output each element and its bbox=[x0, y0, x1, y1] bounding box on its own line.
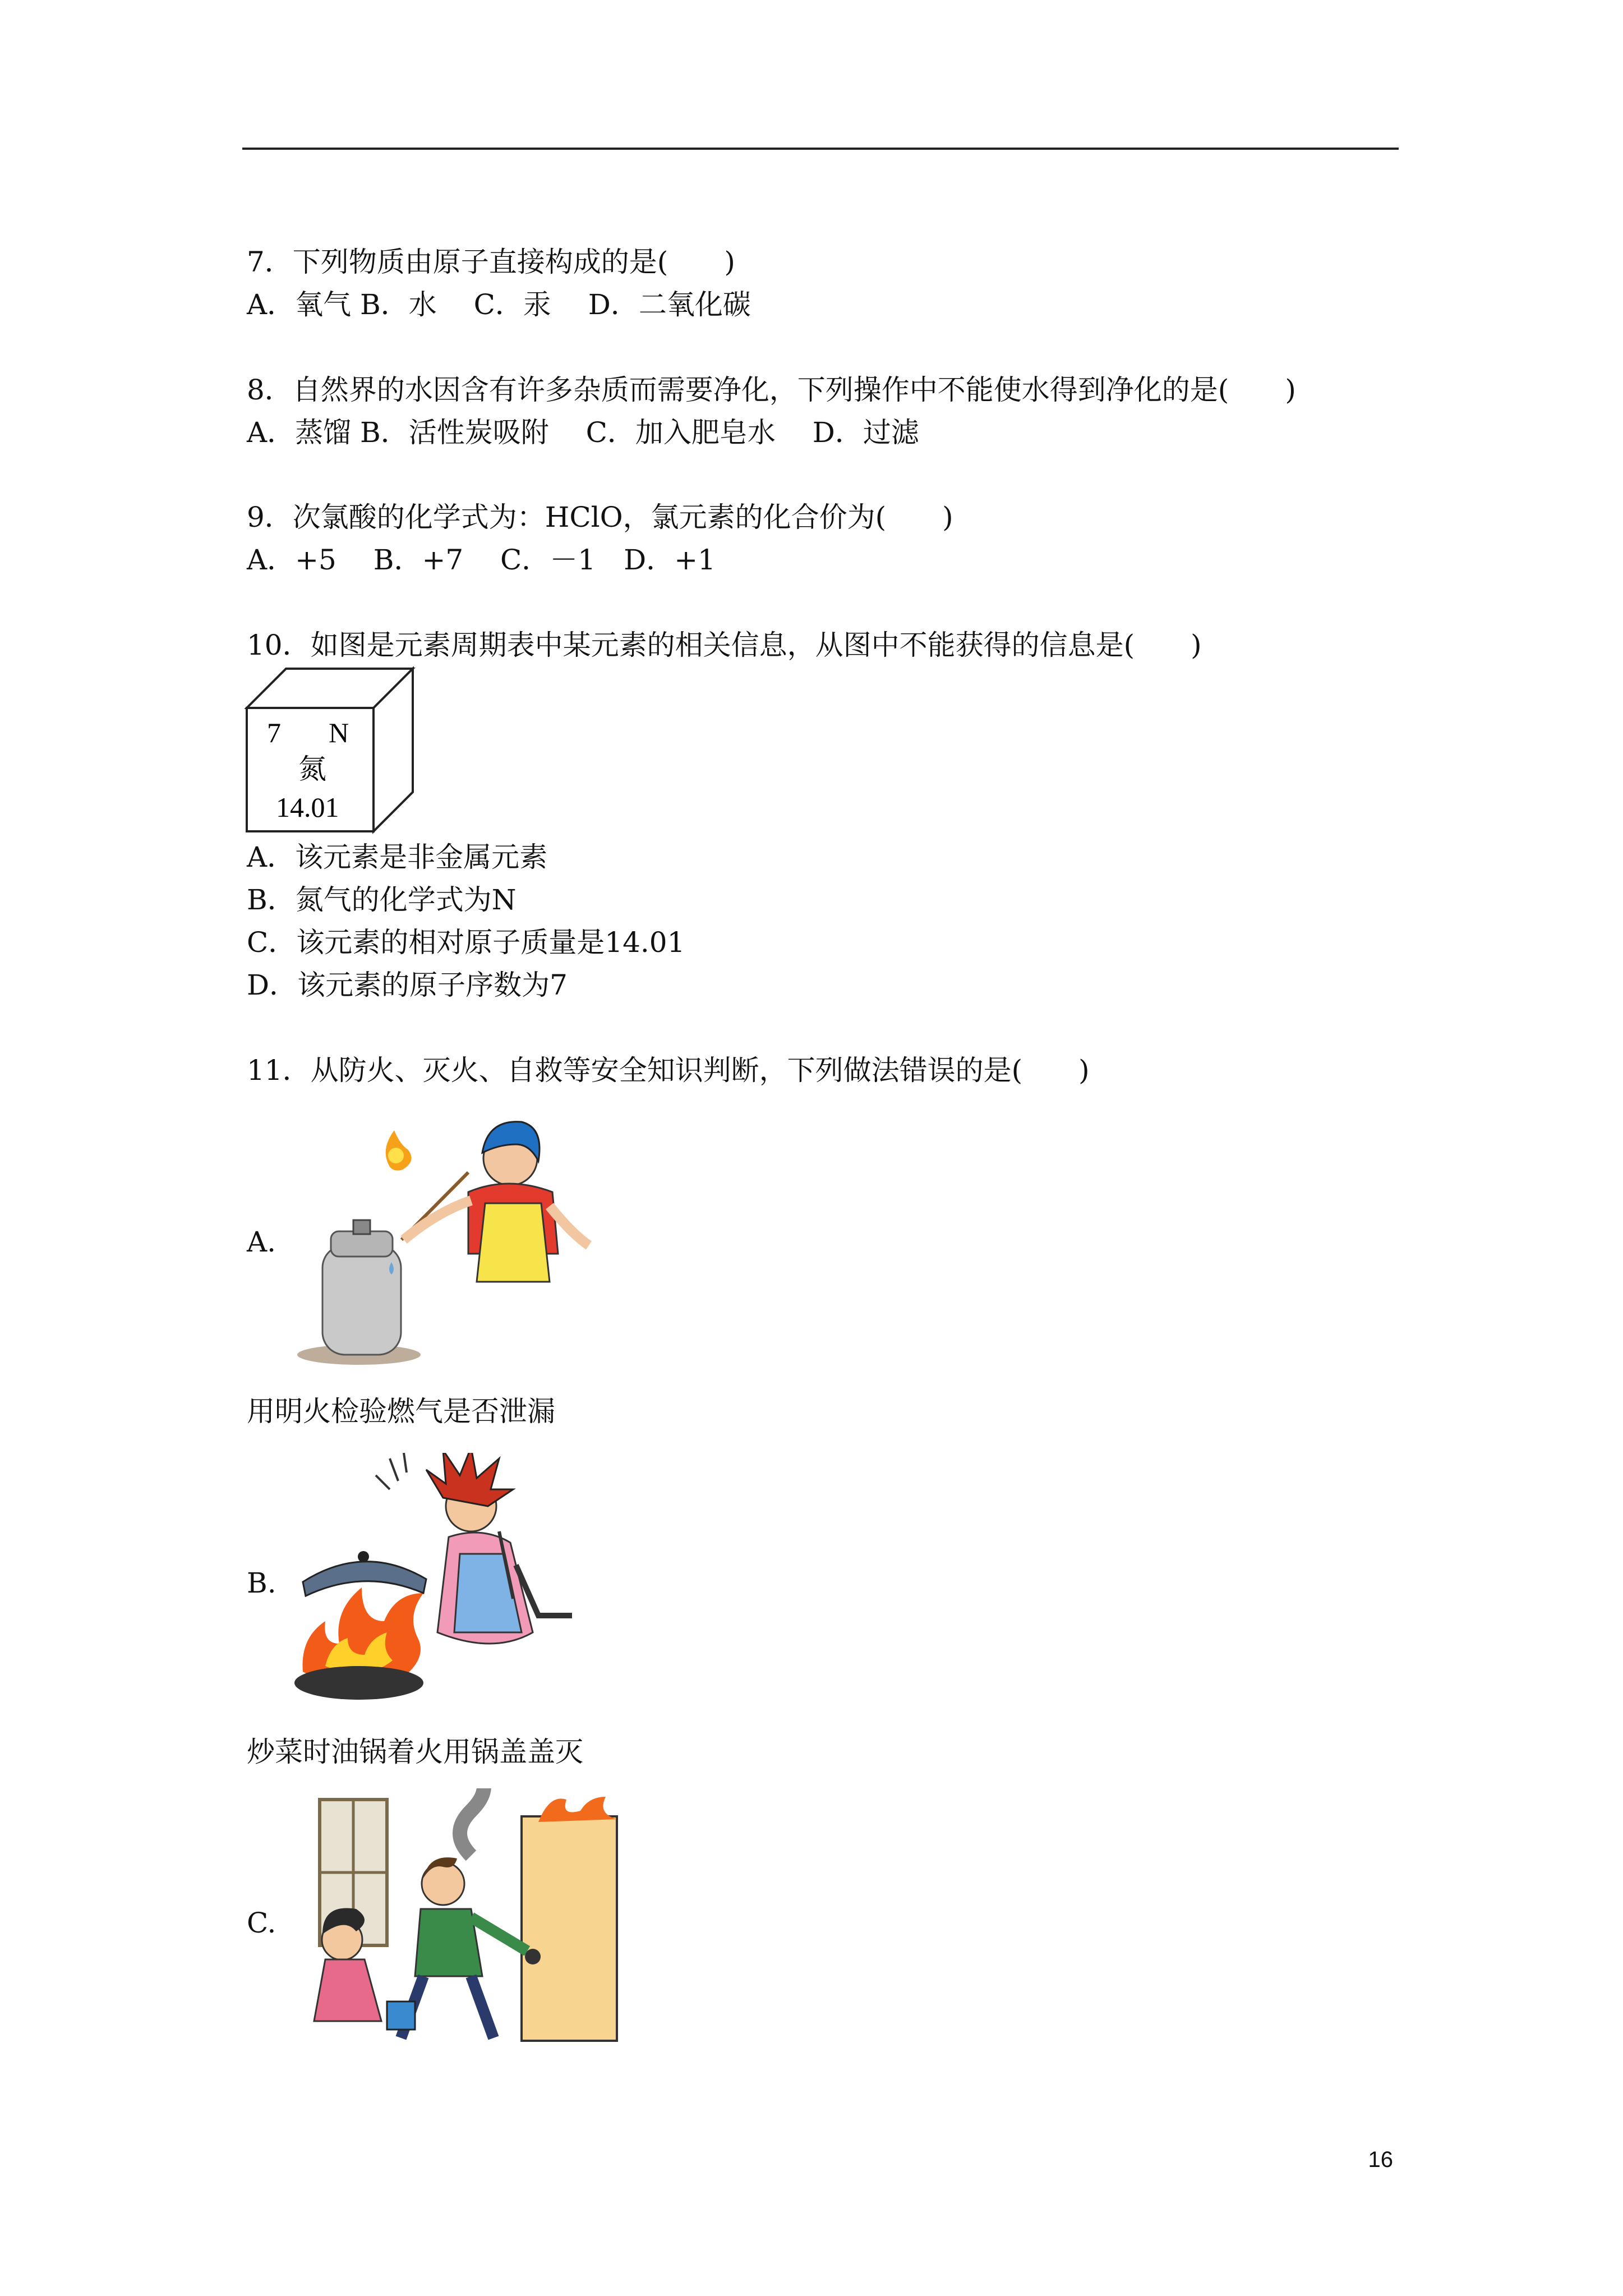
question-10-option-c: C．该元素的相对原子质量是14.01 bbox=[247, 926, 685, 959]
question-11-option-a-letter: A. bbox=[247, 1226, 276, 1258]
question-9-options: A．+5 B．+7 C．－1 D．+1 bbox=[247, 544, 716, 576]
question-10-option-a: A．该元素是非金属元素 bbox=[247, 841, 548, 873]
question-11-stem: 11．从防火、灭火、自救等安全知识判断，下列做法错误的是( ) bbox=[247, 1054, 1090, 1087]
element-mass: 14.01 bbox=[276, 792, 339, 823]
pan-fire-lid-illustration bbox=[292, 1453, 583, 1717]
question-7-stem: 7．下列物质由原子直接构成的是( ) bbox=[247, 246, 735, 278]
page-number: 16 bbox=[1368, 2147, 1393, 2172]
gas-leak-open-flame-illustration bbox=[292, 1116, 617, 1374]
element-symbol: N bbox=[329, 717, 349, 748]
header-rule bbox=[242, 148, 1399, 150]
question-7-options: A．氧气 B．水 C．汞 D．二氧化碳 bbox=[247, 288, 751, 321]
element-card-figure bbox=[245, 666, 418, 835]
question-8-options: A．蒸馏 B．活性炭吸附 C．加入肥皂水 D．过滤 bbox=[247, 416, 919, 449]
question-8-stem: 8．自然界的水因含有许多杂质而需要净化，下列操作中不能使水得到净化的是( ) bbox=[247, 374, 1296, 406]
element-name: 氮 bbox=[298, 753, 326, 785]
question-10-option-b: B．氮气的化学式为N bbox=[247, 884, 517, 916]
fire-escape-door-illustration bbox=[303, 1788, 628, 2046]
question-10-option-d: D．该元素的原子序数为7 bbox=[247, 969, 568, 1001]
question-11-option-b-letter: B. bbox=[247, 1567, 276, 1599]
question-11-option-c-letter: C. bbox=[247, 1907, 276, 1939]
question-11-option-b-caption: 炒菜时油锅着火用锅盖盖灭 bbox=[247, 1736, 583, 1768]
question-9-stem: 9．次氯酸的化学式为：HClO，氯元素的化合价为( ) bbox=[247, 501, 953, 533]
element-number: 7 bbox=[267, 717, 281, 748]
question-11-option-a-caption: 用明火检验燃气是否泄漏 bbox=[247, 1395, 555, 1428]
question-10-stem: 10．如图是元素周期表中某元素的相关信息，从图中不能获得的信息是( ) bbox=[247, 629, 1202, 661]
